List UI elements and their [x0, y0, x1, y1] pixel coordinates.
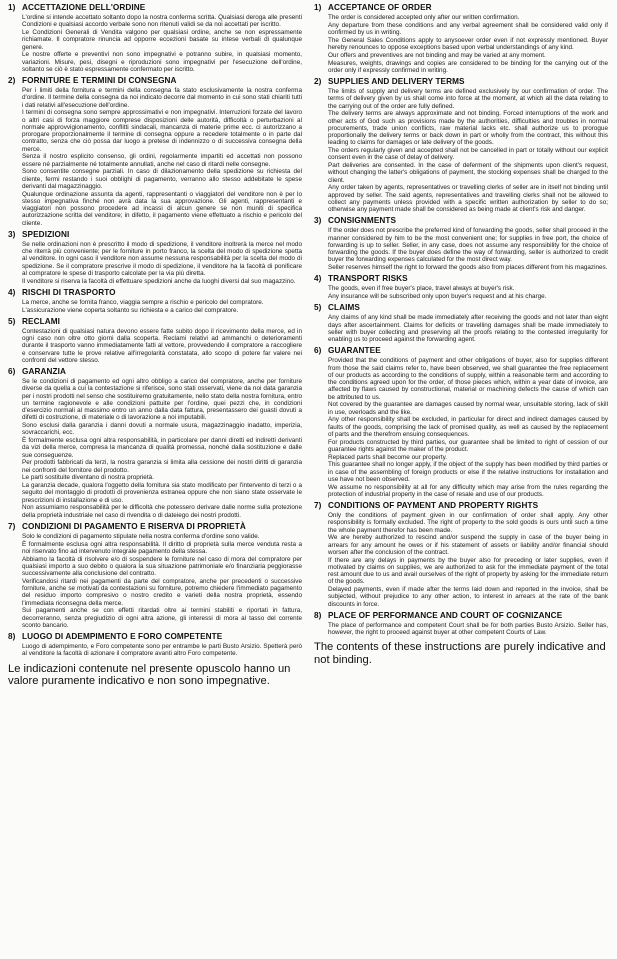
section-title-text: GUARANTEE [328, 346, 381, 356]
right-section-2 [314, 77, 608, 213]
section-body [328, 88, 608, 213]
section-title [8, 367, 302, 377]
english-column [314, 3, 608, 959]
section-body [328, 357, 608, 498]
section-paragraph: If there are any delays in payments by the buyer also for preceding or later supplies, even if motivated by claims on supplies, we are authorized to ask for the immediate payment of the total rest amount due to us and avail ourselves of the right of property by asking for the immediate return of the goods. [328, 556, 608, 586]
section-body [22, 328, 302, 364]
right-section-3 [314, 216, 608, 271]
section-paragraph: Le parti sostituite diventano di nostra proprietà. [22, 474, 154, 482]
section-paragraph: Se nelle ordinazioni non è prescritto il modo di spedizione, il venditore inoltrerà la merce nel modo che riterrà più conveniente; per le forniture in porto franco, la scelta del modo di spedizione spetta al venditore. In ogni caso il venditore non assume nessuna responsabilità per la scelta del modo di spedizione. Se il compratore prescrive il modo di spedizione, il venditore ha la facoltà di ponificare al compratore le spese di trasporto calcolate per la via più diretta. [22, 240, 302, 277]
section-title [8, 632, 302, 642]
section-paragraph: Provided that the conditions of payment and other obligations of buyer, also for supplies different from those the said claims refer to, have been observed, we shall guarantee the free replacement of our products as according to the conditions of supply, within a reasonable term and according to the conditions agreed upon for the order, of those pieces which, within a year date of invoice, are affected by flaws caused by constructional, material or machining defects the cause of which can be attributed to us. [328, 357, 608, 401]
left-section-5 [8, 317, 302, 364]
right-section-6 [314, 346, 608, 498]
section-title-text: RECLAMI [22, 316, 60, 326]
section-paragraph: Sono esclusi dalla garanzia i danni dovuti a normale usura, magazzinaggio inadatto, imperizia, sovraccarichi, ecc. [22, 422, 302, 437]
italian-sections [8, 3, 302, 661]
section-paragraph: La merce, anche se fornita franco, viaggia sempre a rischio e pericolo del compratore. [22, 298, 264, 306]
section-paragraph: È formalmente esclusa ogni altra responsabilità. Il diritto di proprietà sulla merce venduta resta a noi riservato fino ad intervenuto integrale pagamento della stessa. [22, 540, 302, 555]
section-paragraph: Any departure from these conditions and any verbal agreement shall be considered valid only if confirmed by us in writing. [328, 21, 608, 36]
right-section-1 [314, 3, 608, 74]
section-title-text: SPEDIZIONI [22, 229, 70, 239]
section-paragraph: L'ordine si intende accettato soltanto dopo la nostra conferma scritta. Qualsiasi deroga alle presenti Condizioni e qualsiasi accordo verbale sono non ritenuti validi se da noi accettati per iscritto. [22, 14, 302, 29]
section-paragraph: Abbiamo la facoltà di risolvere e/o di sospendere le forniture nel caso di mora del compratore per qualsiasi importo a suo debito o qualora la sua situazione patrimoniale e/o finanziaria peggiorasse successivamente alla conclusione del contratto. [22, 555, 302, 577]
section-title-text: SUPPLIES AND DELIVERY TERMS [328, 77, 465, 86]
section-paragraph: Any other responsibility shall be excluded, in particular for direct and indirect damages caused by faults of the goods, comprising the lack of promised quality, as well as caused by the replacement of parts and the therefrom ensuing consequences. [328, 416, 608, 438]
section-title [314, 501, 608, 511]
section-paragraph: The General Sales Conditions apply to anysoever order even if not expressly mentioned. Buyer hereby renounces to oppose exceptions based upon verbal understandings of any kind. [328, 36, 608, 51]
section-title-text: CONDIZIONI DI PAGAMENTO E RISERVA DI PROPRIETÀ [22, 521, 246, 531]
section-paragraph: Any insurance will be subscribed only upon buyer's request and at his charge. [328, 293, 547, 300]
section-paragraph: L'assicurazione viene coperta soltanto su richiesta e a carico del compratore. [22, 306, 239, 314]
left-section-4 [8, 288, 302, 314]
left-section-6 [8, 367, 302, 519]
section-title-text: CLAIMS [328, 303, 360, 313]
section-body [22, 87, 302, 227]
section-paragraph: I termini di consegna sono sempre approssimativi e non impegnativi. Interruzioni forzate del lavoro o altri casi di forza maggiore comprese disposizioni delle autorità, difficoltà o perturbazioni al normale approvvigionamento, conflitti sindacali, mancanza di materie prime ecc. ci autorizzano a prorogare proporzionalmente il termine di consegna oppure a recedere totalmente o in parte dal contratto, senza che ciò possa dar luogo a pretese di indennizzo o di successiva consegna della merce. [22, 109, 302, 153]
section-title [8, 76, 302, 86]
italian-column [8, 3, 302, 959]
section-title [314, 3, 608, 13]
section-number: 1) [314, 3, 322, 12]
section-number: 4) [314, 274, 322, 284]
section-number: 2) [314, 77, 322, 86]
section-title-text: TRANSPORT RISKS [328, 274, 408, 284]
section-paragraph: Replaced parts shall become our property. [328, 453, 448, 461]
section-paragraph: Senza il nostro esplicito consenso, gli ordini, regolarmente impartiti ed accettati non possono essere né parzialmente né totalmente annullati, anche nel caso di ritardi nelle consegne. [22, 153, 302, 168]
section-paragraph: This guarantee shall no longer apply, if the object of the supply has been modified by third parties or in case of the assembling of foreign products or else if the relative instructions for installation and use have not been observed. [328, 461, 608, 483]
section-body [328, 14, 608, 74]
section-paragraph: Per i limiti della fornitura e termini della consegna fa stato esclusivamente la nostra conferma d'ordine. Il termine della consegna da noi indicato decorre dal momento in cui sono stati chiariti tutti i dati relativi all'esecuzione dell'ordine. [22, 87, 302, 109]
section-paragraph: Non assumiamo responsabilità per le difficoltà che potessero derivare dalle norme sulla protezione della proprietà industriale nel caso di rivendita o di dateiego dei nostri prodotti. [22, 504, 302, 519]
section-paragraph: Solo le condizioni di pagamento stipulate nella nostra conferma d'ordine sono valide. [22, 532, 260, 540]
section-number: 4) [8, 287, 16, 297]
section-paragraph: Sono consentite consegne parziali. In caso di dilazionamento della spedizione su richiesta del cliente, fermi restando i suoi obblighi di pagamento, verranno allo stesso addebitate le spese derivanti dal magazzinaggio. [22, 168, 302, 190]
section-title [8, 288, 302, 298]
section-paragraph: Contestazioni di qualsiasi natura devono essere fatte subito dopo il ricevimento della merce, ed in ogni caso non oltre otto giorni dalla scoperta. Reclami relativi ad ammanchi o deterioramenti durante il trasporto vanno immediatamente fatti al vettore, provvedendo il compratore a raccogliere e conservare tutte le prove relative all'irregolarità constatata, allo scopo di potere far valere nei confronti del vettore stesso. [22, 327, 302, 364]
section-title-text: ACCEPTANCE OF ORDER [328, 3, 432, 12]
section-body [328, 622, 608, 637]
section-title-text: RISCHI DI TRASPORTO [22, 287, 116, 297]
section-title-text: CONSIGNMENTS [328, 216, 397, 226]
section-paragraph: The place of performance and competent Court shall be for both parties Busto Arsizio. Seller has, however, the right to proceed against buyer at other competent Courts of Law. [328, 621, 608, 636]
section-paragraph: If the order does not prescribe the preferred kind of forwarding the goods, seller shall proceed in the manner considered by him to be the most convenient one; for supplies in free port, the choice of forwarding is up to seller. Seller, in any case, does not assume any responsibility for the choice of forwarding the goods. If the buyer does define the way of forwarding, seller is authorized to credit buyer the forwarding expenses calculated for the most direct way. [328, 227, 608, 264]
section-paragraph: Delayed payments, even if made after the terms laid down and reported in the invoice, shall be subjected, without prejudice to any other action, to interest in arrears at the rate of the bank discounts in force. [328, 586, 608, 608]
section-paragraph: The limits of supply and delivery terms are defined exclusively by our confirmation of order. The terms of delivery given by us shall come into force at the moment, at which all the data relating to the carrying out of the order are fully defined. [328, 88, 608, 110]
section-paragraph: Il venditore si riserva la facoltà di effettuare spedizioni anche da luoghi diversi dal suo magazzino. [22, 277, 296, 285]
section-paragraph: La garanzia decade, qualora l'oggetto della fornitura sia stato modificato per l'intervento di terzi o a seguito del montaggio di prodotti di provenienza estranea oppure che non siano state osservate le prescrizioni di installazione e di uso. [22, 482, 302, 504]
section-number: 7) [8, 521, 16, 531]
section-number: 5) [8, 316, 16, 326]
left-section-2 [8, 76, 302, 227]
english-closing-note: The contents of these instructions are purely indicative and not binding. [314, 641, 606, 667]
section-title [8, 230, 302, 240]
section-paragraph: Any order taken by agents, representatives or travelling clerks of seller are in itself not binding until approved by seller. The said agents, representatives and travelling clerks shall not be allowed to collect any payments unless provided with a specific written authorization by seller to do so; otherwise any payment made shall be considered as being made at client's risk and danger. [328, 184, 608, 213]
section-paragraph: We assume no responsibility at all for any difficulty which may arise from the rules regarding the protection of industrial property in the case of resale and use of our products. [328, 483, 608, 498]
right-section-4 [314, 274, 608, 300]
section-body [22, 643, 302, 658]
section-paragraph: Se le condizioni di pagamento ed ogni altro obbligo a carico del compratore, anche per forniture diverse da quella a cui la contestazione si riferisce, sono stati osservati, viene da noi data garanzia per i nostri prodotti nel senso che sostituiremo gratuitamente, nello stato della nostra fornitura, entro un termine ragionevole e alle condizioni pattuite per l'ordine, quei pezzi che, in condizioni d'esercizio normali al massimo entro un anno dalla data fattura, presentassero dei guasti dovuti a difetti di costruzione, di materiale o di lavorazione a noi imputabili. [22, 378, 302, 422]
section-body [22, 14, 302, 73]
section-number: 8) [314, 610, 322, 620]
section-title [314, 611, 608, 621]
section-number: 7) [314, 501, 322, 510]
section-body [22, 378, 302, 519]
section-paragraph: Measures, weights, drawings and copies are considered to be binding for the carrying out of the order only if expressly confirmed in writing. [328, 59, 608, 74]
section-paragraph: Any claims of any kind shall be made immediately after receiving the goods and not later than eight days after ascertainment. Claims for deficits or travelling damages shall be made immediately to seller with buyer collecting and preserving all the proofs relating to the contested irregularity for enabling us to proceed against the forwarding agent. [328, 314, 608, 343]
section-paragraph: The delivery terms are always approximate and not binding. Forced interruptions of the work and other acts of God such as provisions made by the authorities, difficulties and troubles in normal procurements, trade union conflicts, raw material lacks etc. shall authorize us to prorogue proportionally the delivery terms or back down in part or wholly from the contract, this without this leading to claims for damages or late delivery of the goods. [328, 110, 608, 147]
section-number: 8) [8, 632, 16, 641]
section-paragraph: Sui pagamenti anche se con effetti ritardati oltre ai termini stabiliti e riportati in fattura, decorreranno, senza pregiudizio di ogni altra azione, gli interessi di mora al tasso del corrente sconto bancario. [22, 607, 302, 629]
section-number: 6) [8, 367, 16, 376]
section-paragraph: Our offers and preventives are not binding and may be varied at any moment. [328, 51, 546, 59]
right-section-5 [314, 303, 608, 343]
section-title [8, 317, 302, 327]
right-section-8 [314, 611, 608, 637]
section-paragraph: The goods, even if free buyer's place, travel always at buyer's risk. [328, 285, 515, 293]
section-title-text: CONDITIONS OF PAYMENT AND PROPERTY RIGHTS [328, 501, 539, 510]
section-title [8, 522, 302, 532]
section-number: 3) [8, 229, 16, 239]
section-paragraph: The order is considered accepted only after our written confirmation. [328, 14, 520, 21]
left-section-1 [8, 3, 302, 73]
section-title [314, 216, 608, 226]
section-body [328, 285, 608, 300]
section-number: 3) [314, 216, 322, 226]
left-section-8 [8, 632, 302, 658]
section-title [314, 346, 608, 356]
section-paragraph: Only the conditions of payment given in our confirmation of order shall apply. Any other responsibility is formally excluded. The right of property to the sold goods is ours until such a time the whole payment therefor has been made. [328, 512, 608, 534]
section-title-text: LUOGO DI ADEMPIMENTO E FORO COMPETENTE [22, 632, 223, 641]
section-title-text: PLACE OF PERFORMANCE AND COURT OF COGNIZANCE [328, 610, 563, 620]
section-paragraph: Per prodotti fabbricati da terzi, la nostra garanzia si limita alla cessione dei nostri diritti di garanzia nei confronti del fornitore del prodotto. [22, 459, 302, 474]
section-number: 6) [314, 346, 322, 356]
section-paragraph: The orders regularly given and accepted shall not be cancelled in part or totally without our explicit consent even in the case of delay of delivery. [328, 147, 608, 162]
section-paragraph: È formalmente esclusa ogni altra responsabilità, in particolare per danni diretti ed indiretti derivanti da vizi della merce, compresa la mancanza di qualità promessa, nonché dalla sostituzione e dalle sue conseguenze. [22, 437, 302, 459]
section-paragraph: Part deliveries are consented. In the case of deferment of the shipments upon client's request, without changing the latter's obligations of payment, the stocking expenses shall be charged to the client. [328, 162, 608, 184]
section-title [314, 303, 608, 313]
section-body [22, 533, 302, 629]
section-title-text: GARANZIA [22, 367, 67, 376]
section-paragraph: For products constructed by third parties, our guarantee shall be limited to right of cession of our guarantee rights against the maker of the product. [328, 438, 608, 453]
section-title-text: ACCETTAZIONE DELL'ORDINE [22, 3, 146, 12]
section-title [8, 3, 302, 13]
section-number: 5) [314, 303, 322, 313]
section-title-text: FORNITURE E TERMINI DI CONSEGNA [22, 76, 177, 85]
section-paragraph: Seller reserves himself the right to forward the goods also from places different from his magazines. [328, 264, 608, 271]
section-paragraph: Le Condizioni Generali di Vendita valgono per qualsiasi ordine, anche se non espressamente richiamate. Il compratore rinuncia ad opporre eccezioni basate su intese verbali di qualunque genere. [22, 29, 302, 51]
section-paragraph: Not covered by the guarantee are damages caused by normal wear, unsuitable storing, lack of skill in use, overloads and the like. [328, 401, 608, 416]
section-paragraph: Verificandosi ritardi nei pagamenti da parte del compratore, anche per precedenti o successive forniture, anche se motivati da contestazioni su forniture, potremo chiedere l'immediato pagamento del residuo importo compresivo o nostro credito e varieti della nostra proprietà, essendo l'immediata riconsegna della merce. [22, 577, 302, 607]
section-body [328, 314, 608, 343]
section-title [314, 274, 608, 284]
section-title [314, 77, 608, 87]
section-paragraph: We are hereby authorized to rescind and/or suspend the supply in case of the buyer being in arrears for any amount he owes or if his statement of assets or liability and/or financial should worsen after the conclusion of the contract. [328, 534, 608, 556]
section-body [328, 227, 608, 271]
right-section-7 [314, 501, 608, 608]
section-body [22, 299, 302, 314]
section-paragraph: Le nostre offerte e preventivi non sono impegnativi e potranno subire, in qualsiasi momento, variazioni. Misure, pesi, disegni e riproduzioni sono impegnativi per l'esecuzione dell'ordine, soltanto se ciò è stato espressamente confermato per iscritto. [22, 51, 302, 73]
left-section-7 [8, 522, 302, 629]
italian-closing-note: Le indicazioni contenute nel presente opuscolo hanno un valore puramente indicativo e non sono impegnative. [8, 662, 291, 688]
section-number: 2) [8, 76, 16, 85]
english-sections [314, 3, 608, 639]
section-paragraph: Qualunque ordinazione assunta da agenti, rappresentanti o viaggiatori del venditore non è per lo stesso impegnativa finché non avrà data la sua approvazione. Gli agenti, rappresentanti e viaggiatori non possono procedere ad incassi di alcun genere se non muniti di specifica autorizzazione scritta del venditore; in difetto, il pagamento viene effettuato a rischio e pericolo del cliente. [22, 190, 302, 227]
section-paragraph: Luogo di adempimento, e Foro competente sono per entrambe le parti Busto Arsizio. Spetterà però al venditore la facoltà di azionare il compratore avanti altro Foro competente. [22, 643, 302, 658]
section-number: 1) [8, 3, 16, 12]
left-section-3 [8, 230, 302, 285]
section-body [22, 241, 302, 285]
section-body [328, 512, 608, 608]
